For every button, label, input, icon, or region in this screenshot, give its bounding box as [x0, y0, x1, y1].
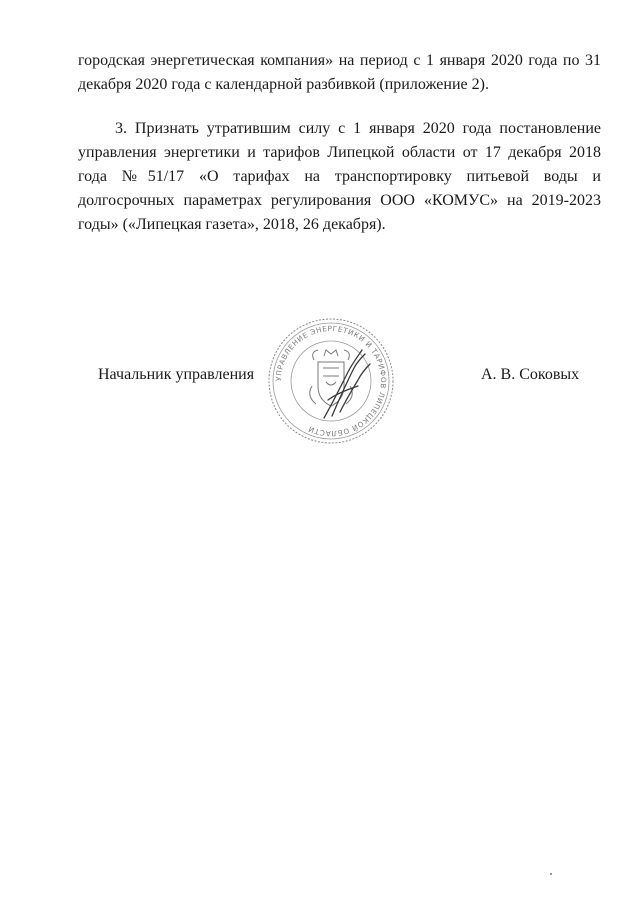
paragraph-3: 3. Признать утратившим силу с 1 января 2020 года постановление управления энергетики и тарифов Липецкой области от 17 декабря 2018 года №51/17 «О тарифах на транспортировку питьевой воды и долгосрочных параметрах регулирования ООО «КОМУС» на 2019-2023 годы» («Липецкая газета», 2018, 26 декабря).: [78, 120, 601, 233]
signatory-name: А. В. Соковых: [481, 366, 580, 383]
scan-speck: [550, 873, 552, 875]
seal-ring-text: УПРАВЛЕНИЕ ЭНЕРГЕТИКИ И ТАРИФОВ ЛИПЕЦКОЙ ОБЛАСТИ: [273, 323, 389, 439]
paragraph-continued: городская энергетическая компания» на период с 1 января 2020 года по 31 декабря 2020 года с календарной разбивкой (приложение 2).: [78, 52, 601, 93]
handwritten-signature: [324, 350, 370, 418]
official-seal-stamp: [266, 316, 396, 446]
signatory-position: Начальник управления: [98, 366, 255, 383]
